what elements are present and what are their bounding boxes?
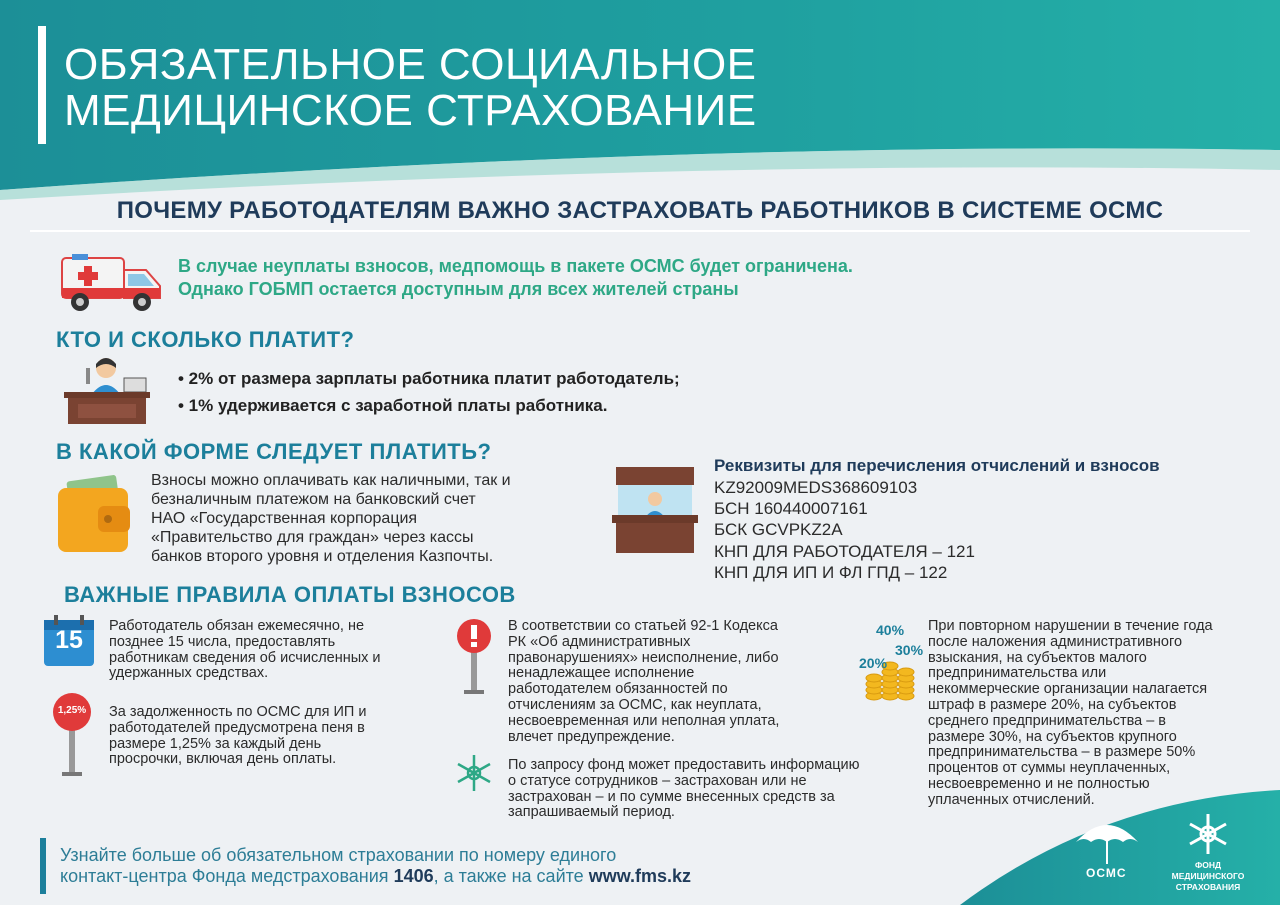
footer-line-2: [60, 866, 691, 887]
rule-line: По запросу фонд может предоставить информацию: [508, 757, 860, 773]
payment-form-line: «Правительство для граждан» через кассы: [151, 529, 474, 546]
page-subtitle: ПОЧЕМУ РАБОТОДАТЕЛЯМ ВАЖНО ЗАСТРАХОВАТЬ РАБОТНИКОВ В СИСТЕМЕ ОСМС: [116, 197, 1164, 224]
bullet-employee-share: • 1% удерживается с заработной платы работника.: [178, 396, 608, 415]
rule-line: В соответствии со статьей 92-1 Кодекса: [508, 618, 778, 634]
rule-line: правонарушениях» неисполнение, либо: [508, 649, 779, 666]
requisite-iban: KZ92009MEDS368609103: [714, 478, 918, 497]
footer-accent-bar: [40, 838, 46, 894]
payment-form-line: безналичным платежом на банковский счет: [151, 491, 476, 508]
fund-logo-line: СТРАХОВАНИЯ: [1175, 882, 1241, 892]
rule-line: удержанных средствах.: [109, 665, 269, 682]
coin-label-40: 40%: [876, 622, 905, 638]
rule-line: размере 1,25% за каждый день: [109, 735, 322, 752]
requisites-title: Реквизиты для перечисления отчислений и взносов: [714, 456, 1160, 475]
payment-form-description: [151, 471, 511, 566]
requisite-knp-employer: КНП ДЛЯ РАБОТОДАТЕЛЯ – 121: [714, 542, 975, 561]
rule-line: За задолженность по ОСМС для ИП и: [109, 704, 367, 720]
penalty-sign-icon: [52, 690, 92, 778]
notice-line-1: В случае неуплаты взносов, медпомощь в пакете ОСМС будет ограничена.: [178, 256, 853, 276]
rule-line: среднего предпринимательства – в: [928, 712, 1167, 729]
fund-snowflake-icon: [456, 753, 492, 793]
section-heading-who-pays: КТО И СКОЛЬКО ПЛАТИТ?: [56, 327, 355, 352]
rule-line: о статусе сотрудников – застрахован или не: [508, 772, 807, 789]
payment-form-line: Взносы можно оплачивать как наличными, так и: [151, 472, 511, 489]
calendar-day: 15: [55, 626, 83, 654]
page-title-line-1: ОБЯЗАТЕЛЬНОЕ СОЦИАЛЬНОЕ: [64, 40, 757, 89]
rule-line: несвоевременно и не полностью: [928, 775, 1150, 792]
requisite-bic: БСК GCVPKZ2A: [714, 520, 843, 539]
divider: [30, 230, 1250, 232]
rule-monthly-report: [109, 619, 381, 682]
osms-umbrella-logo: [1074, 812, 1140, 866]
rule-line: уплаченных отчислений.: [928, 791, 1095, 808]
footer-text: , а также на сайте: [433, 866, 589, 886]
ambulance-icon: [58, 250, 168, 316]
section-heading-payment-form: В КАКОЙ ФОРМЕ СЛЕДУЕТ ПЛАТИТЬ?: [56, 439, 492, 464]
payment-form-line: НАО «Государственная корпорация: [151, 510, 418, 527]
rule-administrative-code: [508, 619, 779, 745]
wallet-icon: [54, 472, 132, 556]
rule-line: размере 30%, на субъектов крупного: [928, 728, 1177, 745]
bank-counter-icon: [612, 465, 698, 555]
rule-line: после наложения административного: [928, 633, 1183, 650]
rule-line: отчислениям за ОСМС, как неуплата,: [508, 696, 762, 713]
rule-line: взыскания, на субъектов малого: [928, 649, 1147, 666]
rule-line: влечет предупреждение.: [508, 728, 675, 745]
rule-line: несвоевременная или неполная уплата,: [508, 712, 780, 729]
fund-logo-icon: [1186, 812, 1230, 856]
header-accent-bar: [38, 26, 46, 144]
coin-label-30: 30%: [895, 642, 924, 658]
fund-logo-line: ФОНД: [1194, 860, 1222, 870]
rule-line: некоммерческие организации налагается: [928, 681, 1208, 698]
rule-repeat-violation: [928, 619, 1213, 809]
payment-form-line: банков второго уровня и отделения Казпочты.: [151, 548, 494, 565]
notice-line-2: Однако ГОБМП остается доступным для всех жителей страны: [178, 279, 739, 299]
osms-logo-text: ОСМС: [1086, 866, 1127, 880]
rule-line: процентов от суммы неуплаченных,: [928, 760, 1171, 777]
rule-line: застрахован – и по сумме внесенных средств за: [508, 788, 835, 805]
rule-fund-request: [508, 758, 860, 821]
website-link[interactable]: www.fms.kz: [588, 866, 692, 886]
rule-line: просрочки, включая день оплаты.: [109, 751, 337, 768]
footer-text: контакт-центра Фонда медстрахования: [60, 866, 394, 886]
employer-desk-icon: [62, 354, 154, 426]
requisite-bin: БСН 160440007161: [714, 499, 868, 518]
rule-line: запрашиваемый период.: [508, 804, 675, 821]
rule-line: работникам сведения об исчисленных и: [109, 649, 381, 666]
bullet-employer-share: • 2% от размера зарплаты работника платит работодатель;: [178, 369, 680, 388]
rule-line: работодателей предусмотрена пеня в: [109, 719, 365, 736]
rule-line: При повторном нарушении в течение года: [928, 618, 1213, 634]
rule-line: позднее 15 числа, предоставлять: [109, 633, 336, 650]
rule-line: работодателем обязанностей по: [508, 681, 728, 698]
rule-line: ненадлежащее исполнение: [508, 665, 695, 682]
rule-line: предпринимательства или: [928, 665, 1107, 682]
warning-sign-icon: [456, 616, 492, 696]
rule-line: штраф в размере 20%, на субъектов: [928, 696, 1177, 713]
fund-logo-line: МЕДИЦИНСКОГО: [1171, 871, 1245, 881]
section-heading-rules: ВАЖНЫЕ ПРАВИЛА ОПЛАТЫ ВЗНОСОВ: [64, 582, 516, 607]
rule-line: предпринимательства – в размере 50%: [928, 744, 1196, 761]
contact-phone: 1406: [393, 866, 434, 886]
rule-line: Работодатель обязан ежемесячно, не: [109, 618, 365, 634]
footer-line-1: Узнайте больше об обязательном страховании по номеру единого: [60, 845, 617, 865]
penalty-sign-label: 1,25%: [57, 705, 87, 716]
rule-line: РК «Об административных: [508, 633, 691, 650]
rule-penalty: [109, 705, 366, 768]
requisite-knp-ip: КНП ДЛЯ ИП И ФЛ ГПД – 122: [714, 563, 948, 582]
coin-label-20: 20%: [859, 655, 888, 671]
page-title-line-2: МЕДИЦИНСКОЕ СТРАХОВАНИЕ: [64, 86, 757, 135]
